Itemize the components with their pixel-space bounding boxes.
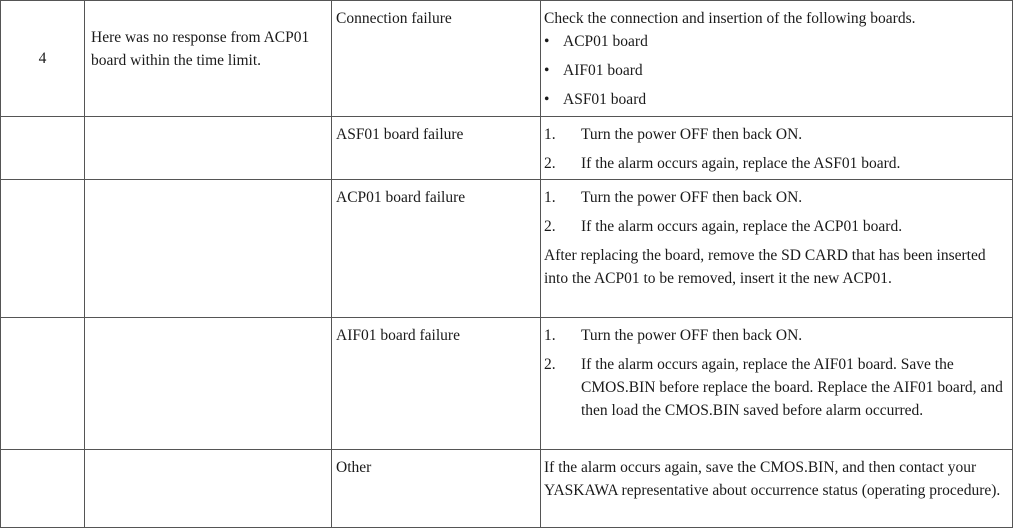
remedy-text: If the alarm occurs again, save the CMOS.BIN, and then contact your YASKAWA representative about occurrence status (operating procedure). bbox=[544, 459, 1001, 499]
table-row bbox=[1, 117, 1013, 180]
bullet-icon: • bbox=[544, 91, 550, 108]
list-item bbox=[544, 152, 1004, 175]
step-number: 2. bbox=[544, 218, 556, 235]
failure-type: Connection failure bbox=[336, 10, 452, 27]
table-row bbox=[1, 1, 1013, 117]
failure-type: ASF01 board failure bbox=[336, 126, 464, 143]
cause-text: Here was no response from ACP01 board within the time limit. bbox=[91, 29, 310, 69]
step-text: If the alarm occurs again, replace the ACP01 board. bbox=[581, 218, 903, 235]
failure-type: Other bbox=[336, 459, 372, 476]
board-list bbox=[544, 30, 1004, 111]
step-text: If the alarm occurs again, replace the AIF01 board. Save the CMOS.BIN before replace the board. Replace the AIF01 board, and then load the CMOS.BIN saved before alarm occurred. bbox=[581, 356, 1003, 419]
step-text: Turn the power OFF then back ON. bbox=[581, 126, 803, 143]
alarm-number-cell bbox=[1, 1, 85, 117]
failure-type: ACP01 board failure bbox=[336, 189, 466, 206]
failure-type: AIF01 board failure bbox=[336, 327, 460, 344]
cause-cell bbox=[85, 180, 332, 318]
cause-cell bbox=[85, 117, 332, 180]
failure-type-cell bbox=[332, 450, 541, 528]
table-row bbox=[1, 180, 1013, 318]
cause-cell bbox=[85, 318, 332, 450]
failure-type-cell bbox=[332, 180, 541, 318]
step-text: Turn the power OFF then back ON. bbox=[581, 327, 803, 344]
alarm-number: 4 bbox=[38, 50, 47, 67]
remedy-intro: Check the connection and insertion of the following boards. bbox=[544, 10, 916, 27]
cause-cell bbox=[85, 450, 332, 528]
remedy-cell bbox=[541, 1, 1013, 117]
list-item bbox=[544, 30, 1004, 53]
bullet-icon: • bbox=[544, 62, 550, 79]
step-text: If the alarm occurs again, replace the ASF01 board. bbox=[581, 155, 901, 172]
list-item bbox=[544, 123, 1004, 146]
remedy-cell bbox=[541, 450, 1013, 528]
bullet-icon: • bbox=[544, 33, 550, 50]
step-list bbox=[544, 324, 1004, 422]
board-name: ACP01 board bbox=[563, 33, 648, 50]
list-item bbox=[544, 215, 1004, 238]
step-list bbox=[544, 186, 1004, 238]
step-list bbox=[544, 123, 1004, 175]
remedy-cell bbox=[541, 117, 1013, 180]
remedy-cell bbox=[541, 180, 1013, 318]
step-number: 2. bbox=[544, 155, 556, 172]
table-row bbox=[1, 450, 1013, 528]
step-number: 1. bbox=[544, 189, 556, 206]
list-item bbox=[544, 88, 1004, 111]
table-row bbox=[1, 318, 1013, 450]
list-item bbox=[544, 59, 1004, 82]
board-name: ASF01 board bbox=[563, 91, 647, 108]
remedy-note: After replacing the board, remove the SD CARD that has been inserted into the ACP01 to be removed, insert it the new ACP01. bbox=[544, 247, 986, 287]
remedy-cell bbox=[541, 318, 1013, 450]
board-name: AIF01 board bbox=[563, 62, 643, 79]
step-number: 2. bbox=[544, 356, 556, 373]
failure-type-cell bbox=[332, 318, 541, 450]
step-number: 1. bbox=[544, 126, 556, 143]
step-text: Turn the power OFF then back ON. bbox=[581, 189, 803, 206]
alarm-number-cell bbox=[1, 117, 85, 180]
alarm-number-cell bbox=[1, 180, 85, 318]
list-item bbox=[544, 353, 1004, 422]
alarm-number-cell bbox=[1, 318, 85, 450]
cause-cell bbox=[85, 1, 332, 117]
list-item bbox=[544, 324, 1004, 347]
step-number: 1. bbox=[544, 327, 556, 344]
list-item bbox=[544, 186, 1004, 209]
failure-type-cell bbox=[332, 1, 541, 117]
alarm-number-cell bbox=[1, 450, 85, 528]
failure-type-cell bbox=[332, 117, 541, 180]
